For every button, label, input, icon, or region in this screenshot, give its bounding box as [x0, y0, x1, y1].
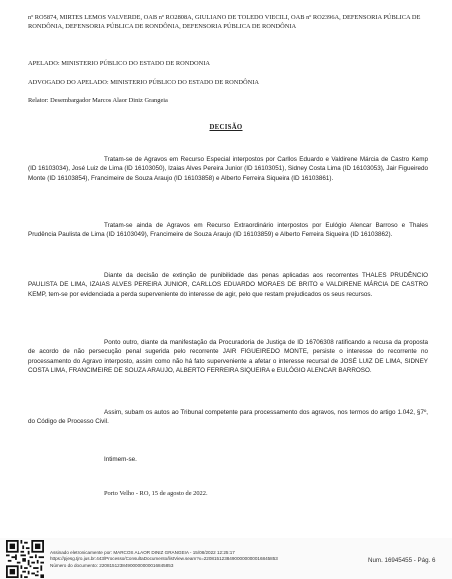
relator-line: Relator: Desembargador Marcos Alaor Diniz Grangeia — [28, 97, 168, 104]
lawyers-list: nº RO5874, MIRTES LEMOS VALVERDE, OAB nº RO2808A, GIULIANO DE TOLEDO VIECILI, OAB nº RO2396A, DEFENSORIA PÚBLICA DE RONDÔNIA, DEFENSORIA PÚBLICA DE RONDÔNIA, DEFENSORIA PÚBLICA DE RONDÔNIA — [28, 14, 421, 30]
paragraph-subam-autos: Assim, subam os autos ao Tribunal competente para processamento dos agravos, nos termos do artigo 1.042, §7º, do Código de Processo Civil. — [28, 409, 428, 426]
document-url-link[interactable]: https://pjesg.tjro.jus.br:443/Processo/ConsultaDocumento/listView.seam?x=22081512384900000000016845853 — [50, 556, 278, 562]
advogado-line: ADVOGADO DO APELADO: MINISTERIO PÚBLICO DO ESTADO DE RONDÔNIA — [28, 79, 259, 86]
paragraph-ponto-outro: Ponto outro, diante da manifestação da Procuradoria de Justiça de ID 16706308 ratificando a recusa da proposta de acordo de não persecução penal sugerida pelo recorrente JAIR FIGUEIREDO MONTE, persiste o interesse do recorrente no processamento do Agravo interposto, assim como não há fato superveniente a afetar o interesse recursal de JOSÉ LUIZ DE LIMA, SIDNEY COSTA LIMA, FRANCIMEIRE DE SOUZA ARAUJO, ALBERTO FERREIRA SIQUEIRA e EULÓGIO ALENCAR BARROSO. — [28, 339, 428, 375]
paragraph-agravos-extraordinario: Tratam-se ainda de Agravos em Recurso Extraordinário interpostos por Eulógio Alencar Barroso e Thales Prudência Paulista de Lima (ID 16103049), Francimeire de Souza Araujo (ID 16103859) e Alberto Ferreira Siqueira (ID 16103862). — [28, 222, 428, 239]
paragraph-extincao-punibilidade: Diante da decisão de extinção de punibilidade das penas aplicadas aos recorrentes THALES PRUDÊNCIO PAULISTA DE LIMA, IZAIAS ALVES PEREIRA JUNIOR, CARLLOS EDUARDO MORAES DE BRITO e VALDIRENE MÁRCIA DE CASTRO KEMP, tem-se por evidenciada a perda superveniente do interesse de agir, pelo que restam prejudicados os seus recursos. — [28, 272, 428, 298]
page-number: Num. 16945455 - Pág. 6 — [368, 557, 436, 564]
apelado-line: APELADO: MINISTERIO PÚBLICO DO ESTADO DE RONDONIA — [28, 60, 210, 67]
paragraph-agravos-especial: Tratam-se de Agravos em Recurso Especial interpostos por Carllos Eduardo e Valdirene Márcia de Castro Kemp (ID 16103034), José Luiz de Lima (ID 16103050), Izaias Alves Pereira Junior (ID 16103051), Sidney Costa Lima (ID 16103053), Jair Figueiredo Monte (ID 16103854), Francimeire de Souza Araujo (ID 16103858) e Alberto Ferreira Siqueira (ID 16103861). — [28, 156, 428, 182]
paragraph-intimem: Intimem-se. — [104, 456, 137, 463]
qr-code-icon — [6, 540, 44, 578]
place-date: Porto Velho - RO, 15 de agosto de 2022. — [104, 490, 208, 497]
document-number-line: Número do documento: 22081512384900000000016845853 — [50, 562, 174, 568]
signed-by-line: Assinado eletronicamente por: MARCOS ALAOR DINIZ GRANGEIA - 15/08/2022 12:25:17 — [50, 550, 235, 555]
decision-title: DECISÃO — [209, 124, 243, 131]
electronic-signature-info — [50, 550, 350, 569]
